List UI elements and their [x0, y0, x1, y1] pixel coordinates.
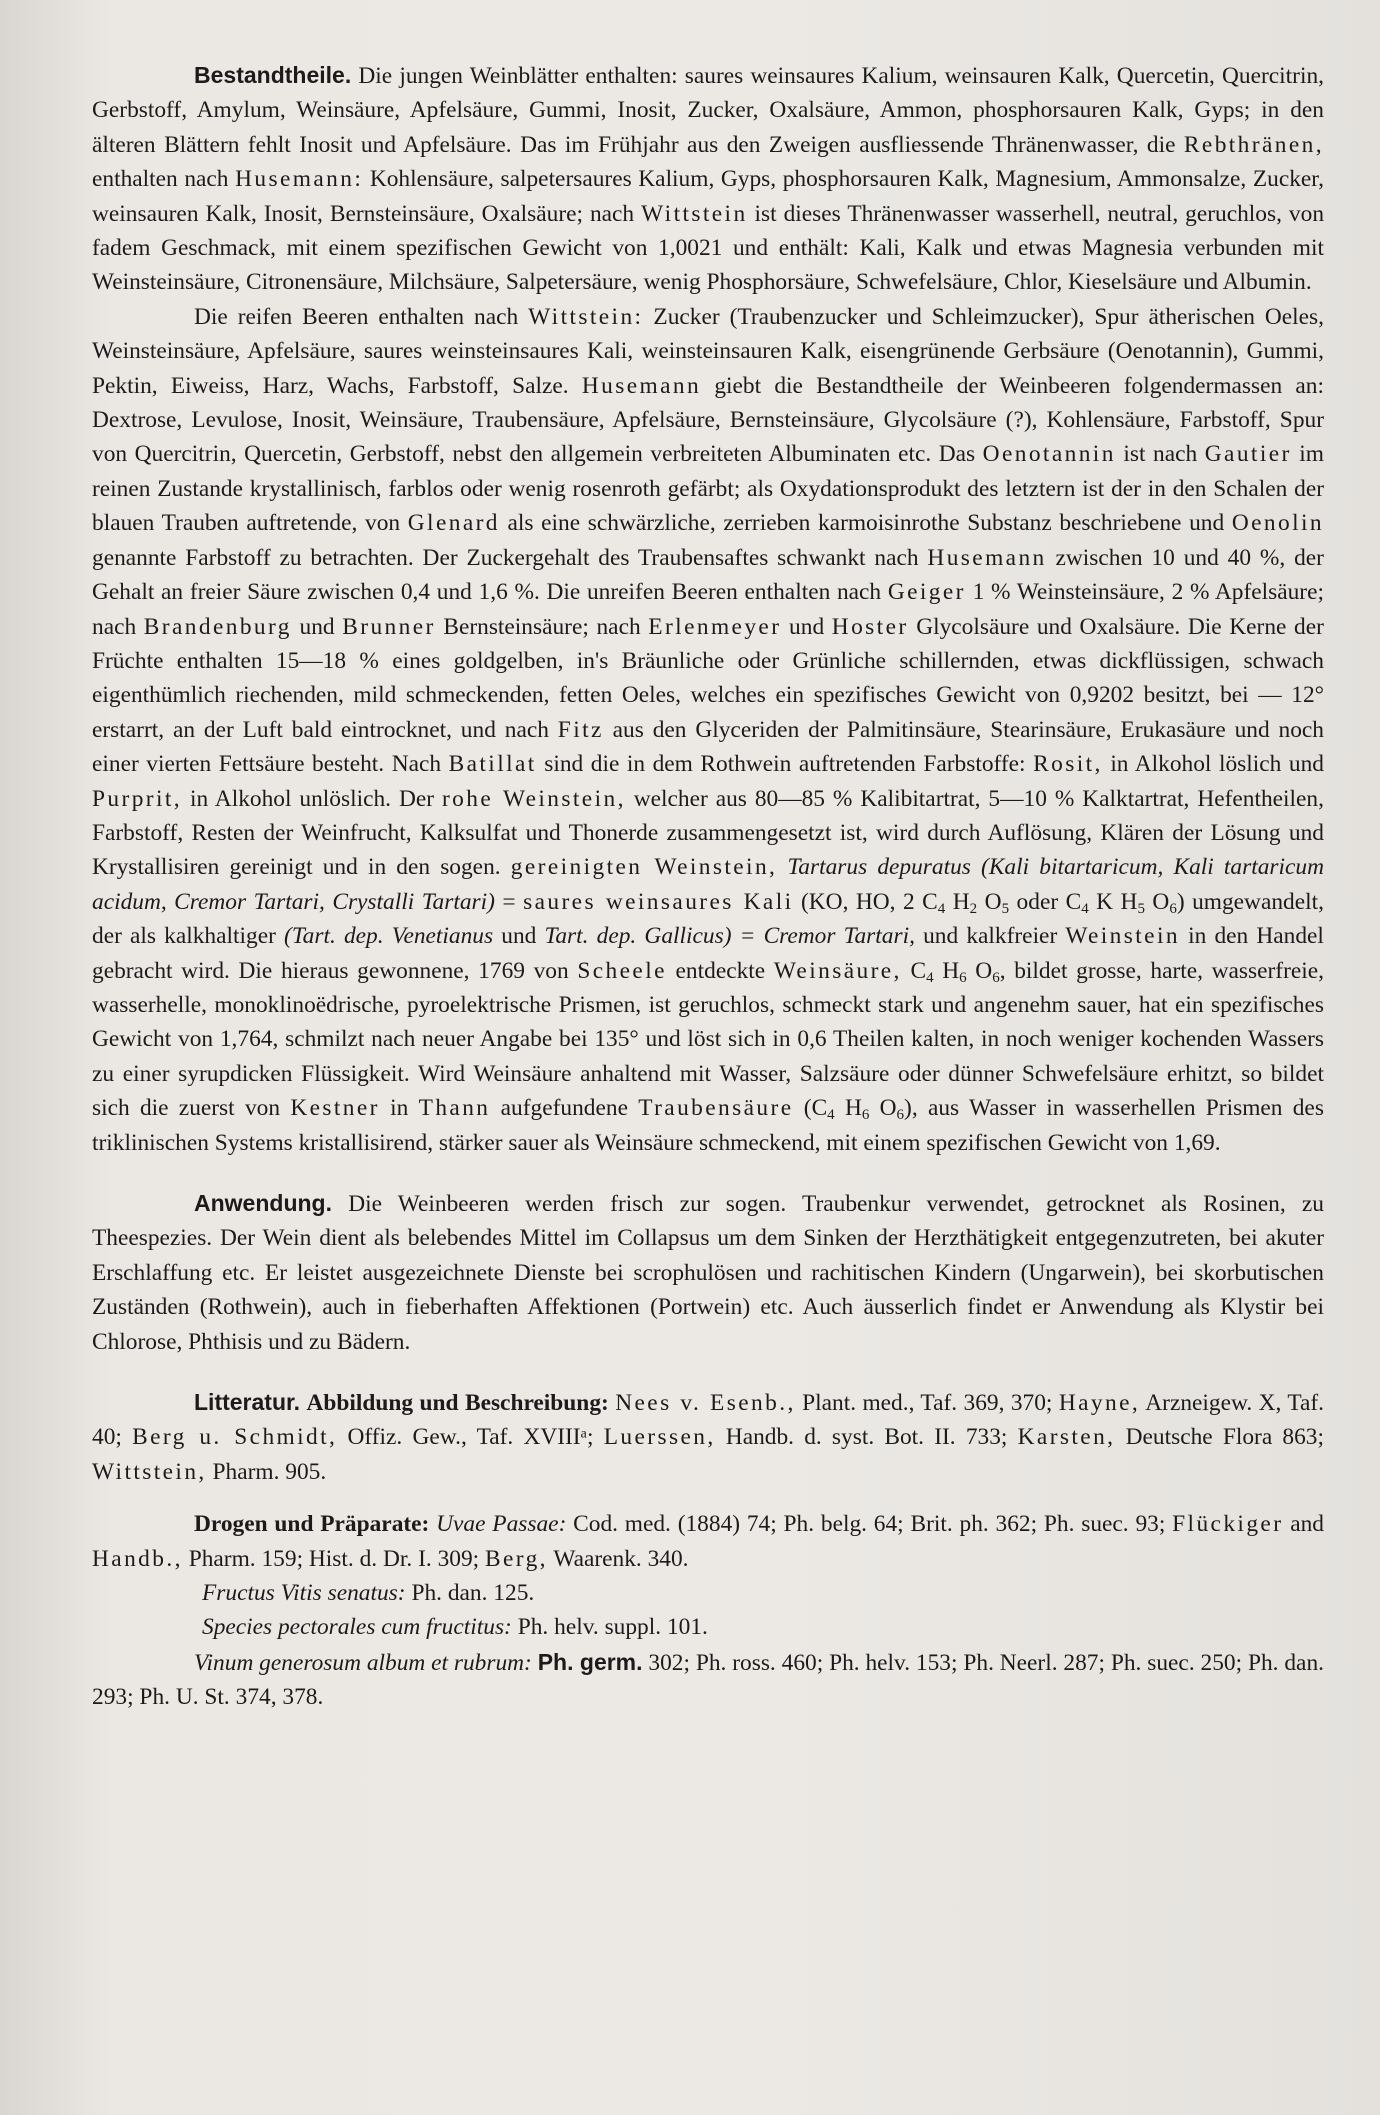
spaced-term: saures weinsaures Kali	[523, 888, 794, 915]
author-name: Hoster	[831, 613, 909, 640]
text-column	[92, 58, 1324, 1715]
subscript: 6	[959, 969, 967, 986]
author-name: Luerssen,	[603, 1424, 716, 1451]
text-span: Handb. d. syst. Bot. II. 733;	[725, 1424, 1008, 1451]
subscript: 6	[992, 969, 1000, 986]
text-span: oder C	[1016, 888, 1082, 915]
text-span: entdeckte	[675, 957, 766, 984]
text-span: ist dieses Thränenwasser wasserhell, neutral, geruchlos, von fadem Geschmack, mit einem spezifischen Gewicht von 1,0021 und enthält: Kali, Kalk und etwas Magnesia verbunden mit Weinsteinsäure, Citronensäure, Milchsäure, Salpetersäure, wenig Phosphorsäure, Schwefelsäure, Chlor, Kieselsäure und Albumin.	[92, 200, 1325, 296]
author-name: Fitz	[557, 716, 604, 743]
text-span: O	[879, 1095, 897, 1122]
subscript: 4	[827, 1107, 835, 1124]
text-span: H	[844, 1095, 862, 1122]
text-span: , bildet grosse, harte, wasserfreie, wasserhelle, monoklinoëdrische, pyroelektrische Prismen, ist geruchlos, schmeckt stark und angenehm sauer, hat ein spezifisches Gewicht von 1,764, schmilzt nach neuer Angabe bei 135° und löst sich in 0,6 Theilen kalten, in noch weniger kochenden Wassers zu einer syrupdicken Flüssigkeit. Wird Weinsäure anhaltend mit Wasser, Salzsäure oder dünner Schwefelsäure erhitzt, so bildet sich die zuerst von	[92, 957, 1324, 1122]
author-name: Erlenmeyer	[648, 613, 782, 640]
text-span: zwischen 10 und 40 %, der Gehalt an freier Säure zwischen 0,4 und 1,6 %. Die unreifen Beeren enthalten nach	[92, 544, 1324, 606]
author-name: Berg,	[485, 1545, 548, 1572]
paragraph-drogen	[92, 1507, 1324, 1576]
spaced-term: Rebthränen,	[1183, 131, 1324, 158]
text-span: K H	[1096, 888, 1138, 915]
spaced-term: Oenotannin	[982, 441, 1116, 468]
text-span: in	[390, 1095, 409, 1122]
text-span: Zucker (Traubenzucker und Schleimzucker), Spur ätherischen Oeles, Weinsteinsäure, Apfelsäure, saures weinsteinsaures Kali, weinsteinsauren Kalk, eisengrünende Gerbsäure (Oenotannin), Gummi, Pektin, Eiweiss, Harz, Wachs, Farbstoff, Salze.	[92, 303, 1324, 399]
paragraph-drogen-item	[92, 1576, 1324, 1610]
spaced-term: gereinigten Weinstein,	[510, 854, 778, 881]
author-name: Flückiger	[1172, 1511, 1284, 1538]
text-span: and	[1290, 1511, 1324, 1538]
author-name: Husemann:	[235, 166, 364, 193]
subscript: 4	[1081, 900, 1089, 917]
text-span: und	[789, 613, 825, 640]
italic-term: Fructus Vitis senatus:	[202, 1580, 406, 1607]
text-span: welcher aus 80—85 % Kalibitartrat, 5—10 % Kalktartrat, Hefentheilen, Farbstoff, Resten der Weinfrucht, Kalksulfat und Thonerde zusammengesetzt ist, wird durch Auflösung, Klären der Lösung und Krystallisiren gereinigt und in den sogen.	[92, 785, 1324, 881]
section-heading-anwendung: Anwendung.	[194, 1190, 332, 1216]
author-name: Nees v. Esenb.,	[615, 1390, 796, 1417]
text-span: (KO, HO, 2 C	[801, 888, 938, 915]
text-span: Glycolsäure und Oxalsäure. Die Kerne der Früchte enthalten 15—18 % eines goldgelben, in's Bräunliche oder Grünliche schillernden, etwas dickflüssigen, schwach eigenthümlich riechenden, mild schmeckenden, fetten Oeles, welches ein spezifisches Gewicht von 0,9202 besitzt, bei — 12° erstarrt, an der Luft bald eintrocknet, und nach	[92, 613, 1324, 743]
subscript: 6	[1169, 900, 1177, 917]
italic-term: Tartarus depuratus (Kali bitartaricum, Kali tartaricum acidum, Cremor Tartari, Crystalli Tartari)	[92, 854, 1324, 915]
text-span: ist nach	[1123, 441, 1198, 468]
text-span: Offiz. Gew., Taf. XVIIIᵃ;	[347, 1424, 594, 1451]
text-span: aufgefundene	[500, 1095, 628, 1122]
paragraph-bestandtheile-berries	[92, 300, 1324, 1160]
bold-term: Ph. germ.	[537, 1648, 643, 1675]
spaced-term: rohe Weinstein,	[441, 785, 626, 812]
text-span: Pharm. 159; Hist. d. Dr. I. 309;	[188, 1545, 480, 1572]
text-span: und	[299, 613, 335, 640]
author-name: Glenard	[407, 510, 500, 537]
subscript: 4	[926, 969, 934, 986]
text-span: als eine schwärzliche, zerrieben karmoisinrothe Substanz beschriebene und	[507, 510, 1225, 537]
spaced-term: Rosit,	[1033, 751, 1103, 778]
italic-term: Uvae Passae:	[436, 1511, 567, 1538]
author-name: Karsten,	[1017, 1424, 1116, 1451]
text-span: aus den Glyceriden der Palmitinsäure, Stearinsäure, Erukasäure und noch einer vierten Fettsäure besteht. Nach	[92, 716, 1324, 778]
italic-term: Tart. dep. Gallicus) = Cremor Tartari,	[544, 923, 915, 950]
italic-term: (Tart. dep. Venetianus	[284, 923, 494, 950]
spaced-term: Weinstein	[1065, 923, 1180, 950]
section-heading-drogen: Drogen und Präparate:	[194, 1511, 430, 1538]
text-span: H	[952, 888, 970, 915]
subheading: Abbildung und Beschreibung:	[306, 1390, 609, 1417]
text-span: ) umgewandelt, der als kalkhaltiger	[92, 888, 1324, 950]
text-span: Plant. med., Taf. 369, 370;	[802, 1390, 1053, 1417]
text-span: und kalkfreier	[923, 923, 1058, 950]
subscript: 5	[1001, 900, 1010, 917]
author-name: Scheele	[577, 957, 667, 984]
text-span: =	[502, 888, 516, 915]
spaced-term: Weinsäure,	[773, 957, 902, 984]
text-span: Pharm. 905.	[212, 1458, 327, 1485]
text-span: Ph. dan. 125.	[411, 1580, 535, 1607]
paragraph-bestandtheile-leaves	[92, 58, 1324, 300]
text-span: (C	[803, 1095, 828, 1122]
author-name: Brunner	[342, 613, 436, 640]
text-span: O	[1152, 888, 1170, 915]
text-span: sind die in dem Rothwein auftretenden Farbstoffe:	[544, 751, 1026, 778]
spaced-term: Traubensäure	[638, 1095, 794, 1122]
paragraph-drogen-item	[92, 1610, 1324, 1644]
text-span: O	[975, 957, 993, 984]
text-span: in Alkohol unlöslich. Der	[189, 785, 435, 812]
paragraph-anwendung	[92, 1186, 1324, 1359]
text-span: enthalten nach	[92, 166, 229, 193]
formula	[910, 958, 999, 984]
text-span: Die Weinbeeren werden frisch zur sogen. Traubenkur verwendet, getrocknet als Rosinen, zu Theespezies. Der Wein dient als belebendes Mittel im Collapsus um dem Sinken der Herzthätigkeit entgegenzutreten, bei akuter Erschlaffung etc. Er leistet ausgezeichnete Dienste bei scrophulösen und rachitischen Kindern (Ungarwein), bei skorbutischen Zuständen (Rothwein), auch in fieberhaften Affektionen (Portwein) etc. Auch äusserlich findet er Anwendung als Klystir bei Chlorose, Phthisis und zu Bädern.	[92, 1191, 1324, 1355]
text-span: 302; Ph. ross. 460; Ph. helv. 153; Ph. Neerl. 287; Ph. suec. 250; Ph. dan. 293; Ph. U. St. 374, 378.	[92, 1649, 1324, 1711]
text-span: im reinen Zustande krystallinisch, farblos oder wenig rosenroth gefärbt; als Oxydationsprodukt des letztern ist der in den Schalen der blauen Trauben auftretende, von	[92, 441, 1324, 537]
text-span: Kohlensäure, salpetersaures Kalium, Gyps, phosphorsauren Kalk, Magnesium, Ammonsalze, Zucker, weinsauren Kalk, Inosit, Bernsteinsäure, Oxalsäure; nach	[92, 166, 1324, 227]
author-name: Wittstein	[641, 200, 748, 227]
text-span: ), aus Wasser in wasserhellen Prismen des triklinischen Systems kristallisirend, stärker sauer als Weinsäure schmeckend, mit einem spezifischen Gewicht von 1,69.	[92, 1095, 1324, 1156]
author-name: Handb.,	[92, 1545, 183, 1572]
author-name: Husemann	[927, 544, 1047, 571]
italic-term: Vinum generosum album et rubrum:	[194, 1649, 532, 1676]
italic-term: Species pectorales cum fructitus:	[202, 1614, 512, 1641]
subscript: 2	[969, 900, 978, 917]
text-span: Die jungen Weinblätter enthalten: saures weinsaures Kalium, weinsauren Kalk, Quercetin, Quercitrin, Gerbstoff, Amylum, Weinsäure, Apfelsäure, Gummi, Inosit, Zucker, Oxalsäure, Ammon, phosphorsauren Kalk, Gyps; in den älteren Blättern fehlt Inosit und Apfelsäure. Das im Frühjahr aus den Zweigen ausfliessende Thränenwasser, die	[92, 63, 1324, 158]
author-name: Gautier	[1204, 441, 1292, 468]
text-span: und	[501, 923, 537, 950]
author-name: Kestner	[290, 1095, 380, 1122]
text-span: Deutsche Flora 863;	[1125, 1424, 1324, 1451]
text-span: in Alkohol löslich und	[1110, 751, 1324, 778]
paragraph-drogen-item	[92, 1645, 1324, 1715]
text-span: Waarenk. 340.	[553, 1545, 689, 1572]
author-name: Hayne,	[1058, 1390, 1141, 1417]
section-heading-bestandtheile: Bestandtheile.	[194, 62, 352, 88]
spaced-term: Oenolin	[1231, 510, 1324, 537]
place-name: Thann	[418, 1095, 491, 1122]
text-span: in den Handel gebracht wird. Die hieraus gewonnene, 1769 von	[92, 923, 1324, 984]
subscript: 6	[861, 1107, 870, 1124]
text-span: C	[910, 957, 927, 984]
spaced-term: Purprit,	[92, 785, 183, 812]
text-span: Die reifen Beeren enthalten nach	[194, 303, 519, 330]
text-span: genannte Farbstoff zu betrachten. Der Zuckergehalt des Traubensaftes schwankt nach	[92, 544, 919, 571]
author-name: Wittstein:	[528, 303, 644, 330]
text-span: Ph. helv. suppl. 101.	[517, 1614, 708, 1641]
author-name: Berg u. Schmidt,	[132, 1424, 338, 1451]
author-name: Geiger	[887, 579, 966, 606]
subscript: 4	[937, 900, 946, 917]
paragraph-litteratur	[92, 1385, 1324, 1489]
text-span: giebt die Bestandtheile der Weinbeeren folgendermassen an: Dextrose, Levulose, Inosit, Weinsäure, Traubensäure, Apfelsäure, Bernsteinsäure, Glycolsäure (?), Kohlensäure, Farbstoff, Spur von Quercitrin, Quercetin, Gerbstoff, nebst den allgemein verbreiteten Albuminaten etc. Das	[92, 372, 1324, 468]
subscript: 5	[1137, 900, 1145, 917]
subscript: 6	[896, 1107, 905, 1124]
text-span: O	[984, 888, 1002, 915]
text-span: 1 % Weinsteinsäure, 2 % Apfelsäure; nach	[92, 579, 1324, 640]
text-span: Cod. med. (1884) 74; Ph. belg. 64; Brit. ph. 362; Ph. suec. 93;	[573, 1511, 1166, 1538]
text-span: Bernsteinsäure; nach	[443, 613, 641, 640]
text-span: Arzneigew. X, Taf. 40;	[92, 1390, 1325, 1451]
author-name: Brandenburg	[143, 613, 292, 640]
text-span: H	[942, 957, 960, 984]
section-heading-litteratur: Litteratur.	[194, 1389, 301, 1416]
author-name: Batillat	[448, 751, 537, 778]
author-name: Husemann	[581, 372, 702, 399]
author-name: Wittstein,	[92, 1458, 207, 1485]
